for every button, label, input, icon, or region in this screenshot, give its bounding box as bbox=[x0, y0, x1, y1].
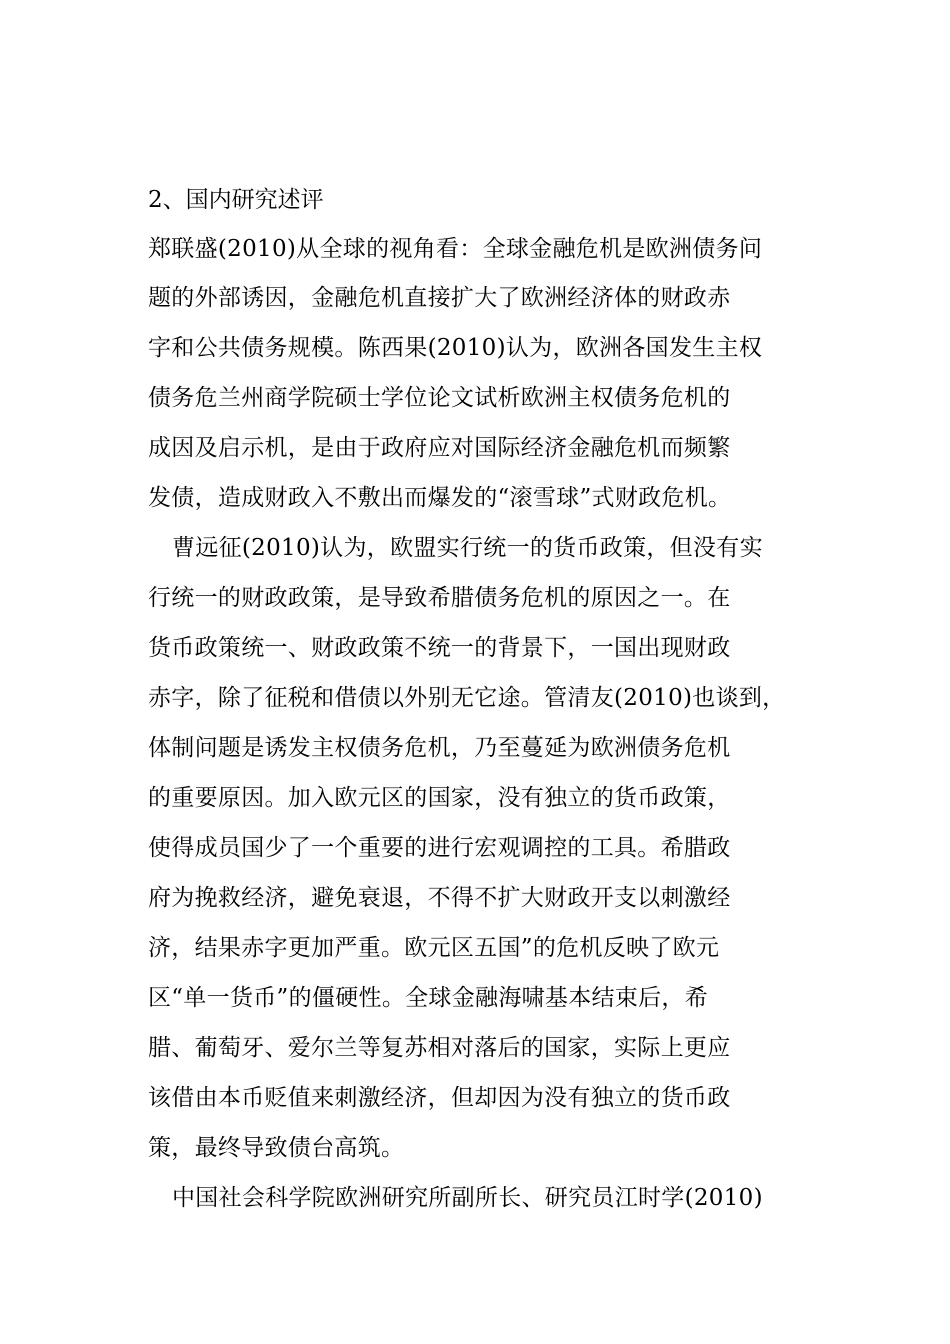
paragraph-3-line-1: 中国社会科学院欧洲研究所副所长、研究员江时学(2010) bbox=[172, 1185, 763, 1211]
paragraph-2-line-1: 曹远征(2010)认为，欧盟实行统一的货币政策，但没有实 bbox=[172, 535, 763, 561]
paragraph-2-line-3: 货币政策统一、财政政策不统一的背景下，一国出现财政 bbox=[148, 635, 731, 661]
paragraph-2-line-9: 济，结果赤字更加严重。欧元区五国”的危机反映了欧元 bbox=[148, 935, 720, 961]
paragraph-2-line-10: 区“单一货币”的僵硬性。全球金融海啸基本结束后，希 bbox=[148, 985, 709, 1011]
section-heading: 2、国内研究述评 bbox=[148, 187, 324, 213]
paragraph-2-line-11: 腊、葡萄牙、爱尔兰等复苏相对落后的国家，实际上更应 bbox=[148, 1035, 731, 1061]
paragraph-2-line-5: 体制问题是诱发主权债务危机，乃至蔓延为欧洲债务危机 bbox=[148, 735, 731, 761]
paragraph-1-line-6: 发债，造成财政入不敷出而爆发的“滚雪球”式财政危机。 bbox=[148, 485, 732, 511]
paragraph-1-line-2: 题的外部诱因，金融危机直接扩大了欧洲经济体的财政赤 bbox=[148, 285, 731, 311]
paragraph-1-line-3: 字和公共债务规模。陈西果(2010)认为，欧洲各国发生主权 bbox=[148, 335, 763, 361]
paragraph-2-line-8: 府为挽救经济，避免衰退，不得不扩大财政开支以刺激经 bbox=[148, 885, 731, 911]
paragraph-2-line-4: 赤字，除了征税和借债以外别无它途。管清友(2010)也谈到， bbox=[148, 685, 786, 711]
paragraph-1-line-1: 郑联盛(2010)从全球的视角看：全球金融危机是欧洲债务问 bbox=[148, 236, 763, 262]
paragraph-2-line-6: 的重要原因。加入欧元区的国家，没有独立的货币政策， bbox=[148, 785, 731, 811]
paragraph-2-line-2: 行统一的财政政策，是导致希腊债务危机的原因之一。在 bbox=[148, 585, 731, 611]
paragraph-2-line-12: 该借由本币贬值来刺激经济，但却因为没有独立的货币政 bbox=[148, 1085, 731, 1111]
paragraph-1-line-5: 成因及启示机，是由于政府应对国际经济金融危机而频繁 bbox=[148, 435, 731, 461]
paragraph-2-line-7: 使得成员国少了一个重要的进行宏观调控的工具。希腊政 bbox=[148, 835, 731, 861]
paragraph-2-line-13: 策，最终导致债台高筑。 bbox=[148, 1135, 405, 1161]
paragraph-1-line-4: 债务危兰州商学院硕士学位论文试析欧洲主权债务危机的 bbox=[148, 385, 731, 411]
